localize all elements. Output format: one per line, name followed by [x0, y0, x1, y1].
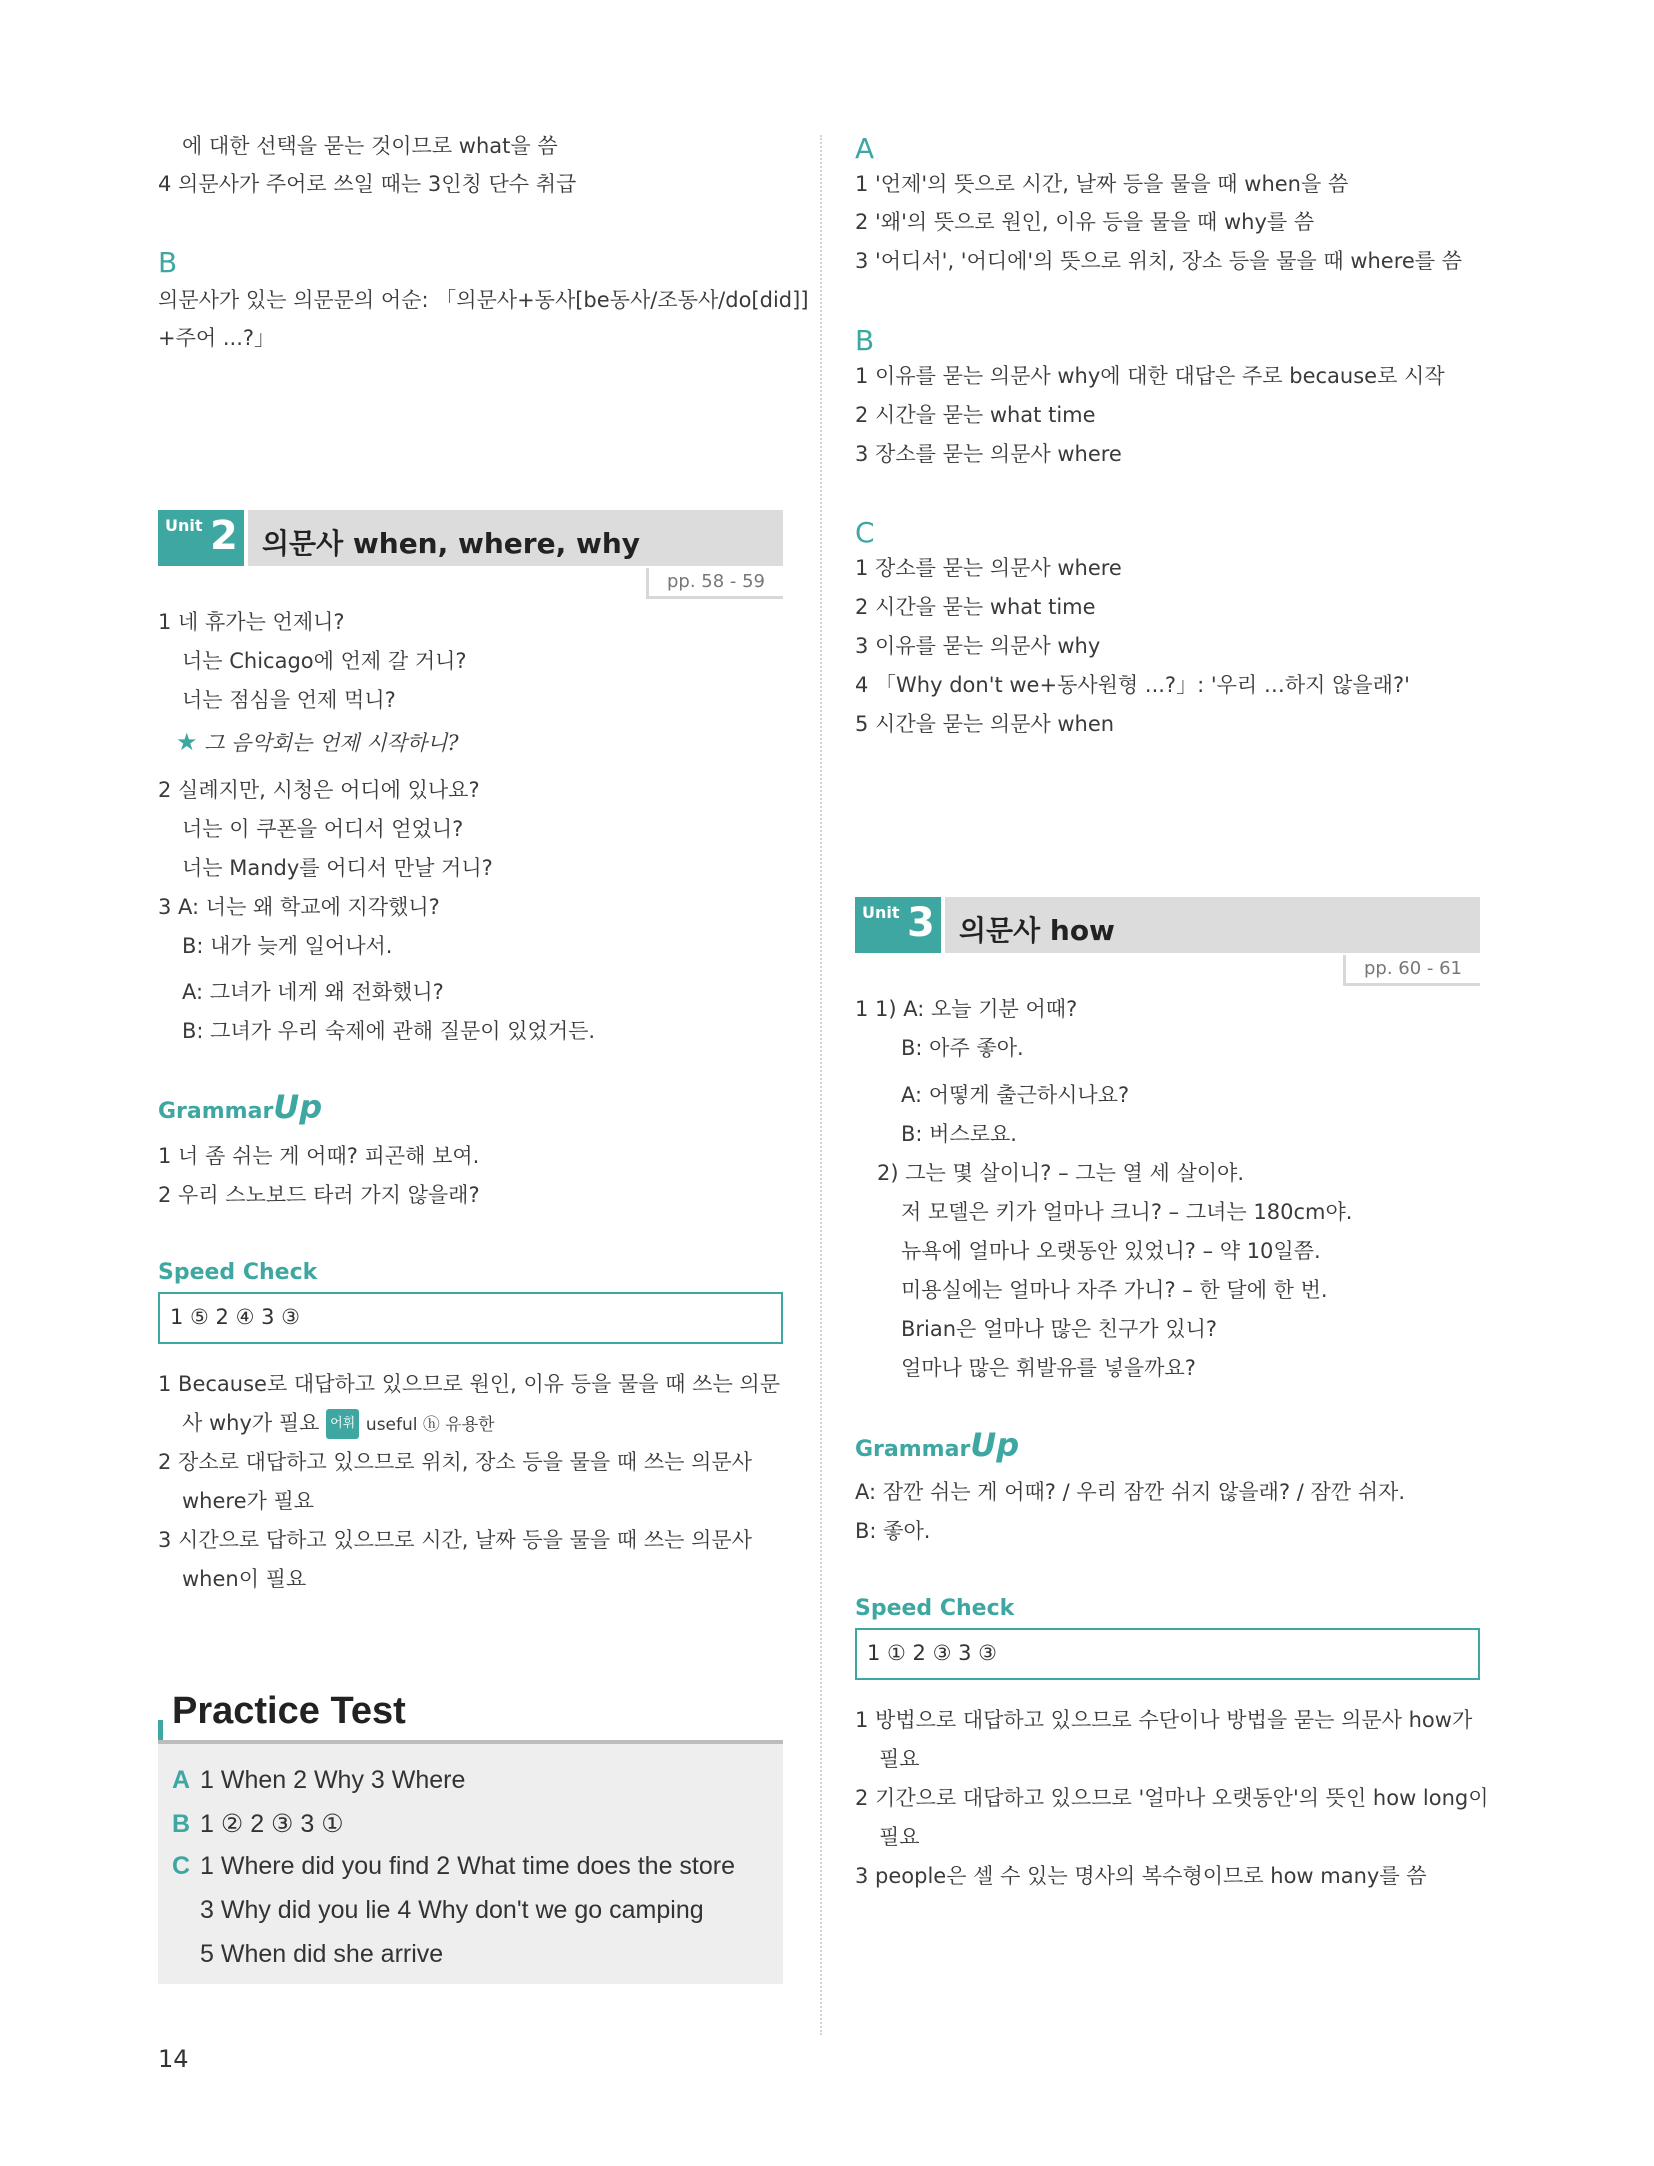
text-line	[176, 728, 459, 757]
text-span: 사 why가 필요	[182, 1411, 320, 1435]
text-line: 2) 그는 몇 살이니? – 그는 열 세 살이야.	[877, 1161, 1244, 1185]
text-line: 2 시간을 묻는 what time	[855, 403, 1096, 427]
practice-test-title: Practice Test	[172, 1690, 406, 1732]
text-line: Brian은 얼마나 많은 친구가 있니?	[901, 1317, 1218, 1341]
text-line: 1 Because로 대답하고 있으므로 원인, 이유 등을 물을 때 쓰는 의문	[158, 1372, 780, 1396]
text-line: 3 A: 너는 왜 학교에 지각했니?	[158, 895, 440, 919]
text-line: A: 잠깐 쉬는 게 어때? / 우리 잠깐 쉬지 않을래? / 잠깐 쉬자.	[855, 1480, 1406, 1504]
text-line: B: 아주 좋아.	[901, 1036, 1024, 1060]
text-line: A: 어떻게 출근하시나요?	[901, 1083, 1130, 1107]
speed-check-answers: 1 ⑤ 2 ④ 3 ③	[170, 1305, 300, 1329]
text-line: 2 장소로 대답하고 있으므로 위치, 장소 등을 물을 때 쓰는 의문사	[158, 1450, 752, 1474]
speed-check-heading: Speed Check	[158, 1260, 318, 1285]
section-letter-b: B	[158, 246, 178, 279]
text-line: 뉴욕에 얼마나 오랫동안 있었니? – 약 10일쯤.	[901, 1239, 1321, 1263]
text-line: 3 이유를 묻는 의문사 why	[855, 634, 1101, 658]
text-line: 에 대한 선택을 묻는 것이므로 what을 씀	[182, 134, 558, 158]
vocab-text: useful ⓗ 유용한	[365, 1415, 495, 1435]
up-label: Up	[273, 1088, 323, 1126]
text-line: 1 장소를 묻는 의문사 where	[855, 556, 1122, 580]
text-line: 저 모델은 키가 얼마나 크니? – 그녀는 180cm야.	[901, 1200, 1353, 1224]
text-line: 4 「Why don't we+동사원형 ...?」: '우리 …하지 않을래?'	[855, 673, 1410, 697]
practice-row-c3: 5 When did she arrive	[200, 1940, 444, 1968]
unit3-banner	[855, 897, 1480, 953]
practice-row-c2: 3 Why did you lie 4 Why don't we go camping	[200, 1896, 704, 1924]
text-line: 1 '언제'의 뜻으로 시간, 날짜 등을 물을 때 when을 씀	[855, 172, 1349, 196]
grammar-up-heading	[158, 1088, 322, 1126]
up-label: Up	[970, 1426, 1020, 1464]
unit-label: Unit	[165, 516, 203, 535]
unit-badge	[855, 897, 941, 953]
practice-row-c	[172, 1852, 735, 1881]
text-line: 너는 Chicago에 언제 갈 거니?	[182, 649, 467, 673]
text-line: 3 '어디서', '어디에'의 뜻으로 위치, 장소 등을 물을 때 where를 씀	[855, 249, 1463, 273]
text-line: 1 네 휴가는 언제니?	[158, 610, 345, 634]
section-letter-c: C	[855, 516, 875, 549]
speed-check-answer-box	[158, 1292, 783, 1344]
text-line: 너는 점심을 언제 먹니?	[182, 688, 396, 712]
text-line: when이 필요	[182, 1567, 307, 1591]
text-line: 1 1) A: 오늘 기분 어때?	[855, 997, 1078, 1021]
text-line: +주어 ...?」	[158, 326, 276, 350]
text-line: 얼마나 많은 휘발유를 넣을까요?	[901, 1356, 1196, 1380]
text-line: 필요	[879, 1747, 920, 1771]
text-line: 3 people은 셀 수 있는 명사의 복수형이므로 how many를 씀	[855, 1864, 1427, 1888]
text-line: 필요	[879, 1825, 920, 1849]
text-line: 미용실에는 얼마나 자주 가니? – 한 달에 한 번.	[901, 1278, 1328, 1302]
practice-test-accent	[158, 1720, 163, 1742]
unit-title: 의문사 how	[959, 914, 1115, 947]
practice-row-a	[172, 1766, 465, 1795]
text-line: 너는 Mandy를 어디서 만날 거니?	[182, 856, 493, 880]
star-icon: ★	[176, 728, 198, 756]
grammar-up-heading	[855, 1426, 1019, 1464]
row-text: 1 When 2 Why 3 Where	[200, 1766, 466, 1794]
text-line: 2 우리 스노보드 타러 가지 않을래?	[158, 1183, 480, 1207]
text-line: 1 이유를 묻는 의문사 why에 대한 대답은 주로 because로 시작	[855, 364, 1445, 388]
text-line: 2 '왜'의 뜻으로 원인, 이유 등을 물을 때 why를 씀	[855, 210, 1315, 234]
text-line: B: 버스로요.	[901, 1122, 1017, 1146]
row-letter: C	[172, 1852, 191, 1880]
text-line: 3 장소를 묻는 의문사 where	[855, 442, 1122, 466]
unit2-banner	[158, 510, 783, 566]
text-line: 1 방법으로 대답하고 있으므로 수단이나 방법을 묻는 의문사 how가	[855, 1708, 1473, 1732]
row-text: 1 ② 2 ③ 3 ①	[200, 1810, 344, 1838]
text-line: B: 좋아.	[855, 1519, 931, 1543]
row-text: 1 Where did you find 2 What time does the store	[200, 1852, 735, 1880]
unit-badge	[158, 510, 244, 566]
section-letter-a: A	[855, 132, 875, 165]
text-line: 4 의문사가 주어로 쓰일 때는 3인칭 단수 취급	[158, 172, 577, 196]
page-range: pp. 58 - 59	[646, 568, 783, 599]
practice-row-b	[172, 1809, 344, 1839]
page-number: 14	[158, 2045, 189, 2073]
speed-check-answers: 1 ① 2 ③ 3 ③	[867, 1641, 997, 1665]
text-line	[182, 1409, 495, 1439]
vocab-tag: 어휘	[326, 1409, 359, 1439]
unit-number: 2	[210, 513, 238, 559]
text-line: 너는 이 쿠폰을 어디서 얻었니?	[182, 817, 464, 841]
text-line: 1 너 좀 쉬는 게 어때? 피곤해 보여.	[158, 1144, 480, 1168]
unit-label: Unit	[862, 903, 900, 922]
text-line: 2 시간을 묻는 what time	[855, 595, 1096, 619]
text-line: 3 시간으로 답하고 있으므로 시간, 날짜 등을 물을 때 쓰는 의문사	[158, 1528, 752, 1552]
unit-title-bar	[248, 510, 783, 566]
column-divider	[820, 135, 822, 2035]
unit-number: 3	[907, 900, 935, 946]
text-line: 2 실례지만, 시청은 어디에 있나요?	[158, 778, 480, 802]
grammar-label: Grammar	[158, 1099, 274, 1124]
text-line: where가 필요	[182, 1489, 315, 1513]
unit-title-bar	[945, 897, 1480, 953]
speed-check-heading: Speed Check	[855, 1596, 1015, 1621]
handwritten-line: 그 음악회는 언제 시작하니?	[204, 731, 459, 755]
text-line: B: 그녀가 우리 숙제에 관해 질문이 있었거든.	[182, 1019, 596, 1043]
unit-title: 의문사 when, where, why	[262, 527, 641, 560]
grammar-label: Grammar	[855, 1437, 971, 1462]
text-line: 의문사가 있는 의문문의 어순: 「의문사+동사[be동사/조동사/do[did]]	[158, 288, 809, 312]
row-letter: A	[172, 1766, 191, 1794]
text-line: 5 시간을 묻는 의문사 when	[855, 712, 1115, 736]
text-line: A: 그녀가 네게 왜 전화했니?	[182, 980, 444, 1004]
speed-check-answer-box	[855, 1628, 1480, 1680]
page-range: pp. 60 - 61	[1343, 955, 1480, 986]
row-letter: B	[172, 1810, 191, 1838]
text-line: 2 기간으로 대답하고 있으므로 '얼마나 오랫동안'의 뜻인 how long이	[855, 1786, 1489, 1810]
text-line: B: 내가 늦게 일어나서.	[182, 934, 393, 958]
section-letter-b: B	[855, 324, 875, 357]
